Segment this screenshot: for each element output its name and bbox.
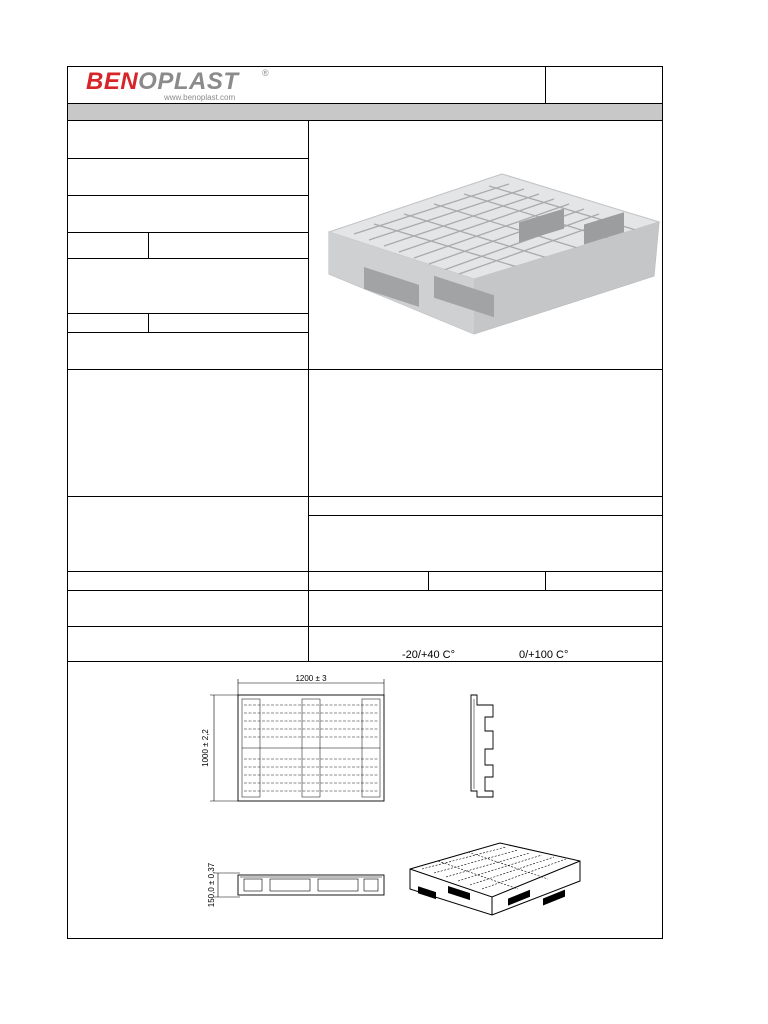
height-dimension-label: 150,0 ± 0,37 (207, 862, 216, 908)
logo-wordmark (86, 69, 239, 95)
depth-dimension-label: 1000 ± 2,2 (201, 729, 210, 767)
section-line (68, 661, 662, 662)
registered-mark: ® (262, 68, 269, 78)
row-line (68, 258, 308, 259)
top-view-drawing (198, 673, 398, 805)
section-line (68, 496, 662, 497)
header-divider (545, 67, 546, 103)
cell-divider (148, 232, 149, 258)
isometric-drawing (408, 839, 584, 919)
row-line (68, 313, 308, 314)
cell-divider (545, 571, 546, 590)
title-band (68, 103, 662, 121)
row-line (68, 232, 308, 233)
logo-grey-part: OPLAST (138, 68, 239, 95)
benoplast-logo (86, 69, 286, 103)
side-view-drawing (463, 691, 503, 803)
section-line (68, 369, 662, 370)
column-divider (308, 121, 309, 661)
row-line (68, 332, 308, 333)
temperature-range-1: -20/+40 C° (402, 649, 456, 661)
section-line (68, 590, 662, 591)
temperature-range-2: 0/+100 C° (519, 649, 569, 661)
section-line (68, 626, 662, 627)
logo-red-part: BEN (86, 68, 139, 95)
row-line (68, 195, 308, 196)
width-dimension-label: 1200 ± 3 (295, 674, 327, 683)
row-line (68, 158, 308, 159)
pallet-photo (324, 174, 664, 339)
datasheet (67, 66, 663, 939)
front-view-drawing (208, 857, 388, 911)
cell-divider (148, 313, 149, 332)
cell-divider (428, 571, 429, 590)
logo-website: www.benoplast.com (164, 93, 236, 102)
section-line (68, 571, 662, 572)
row-line (308, 515, 662, 516)
